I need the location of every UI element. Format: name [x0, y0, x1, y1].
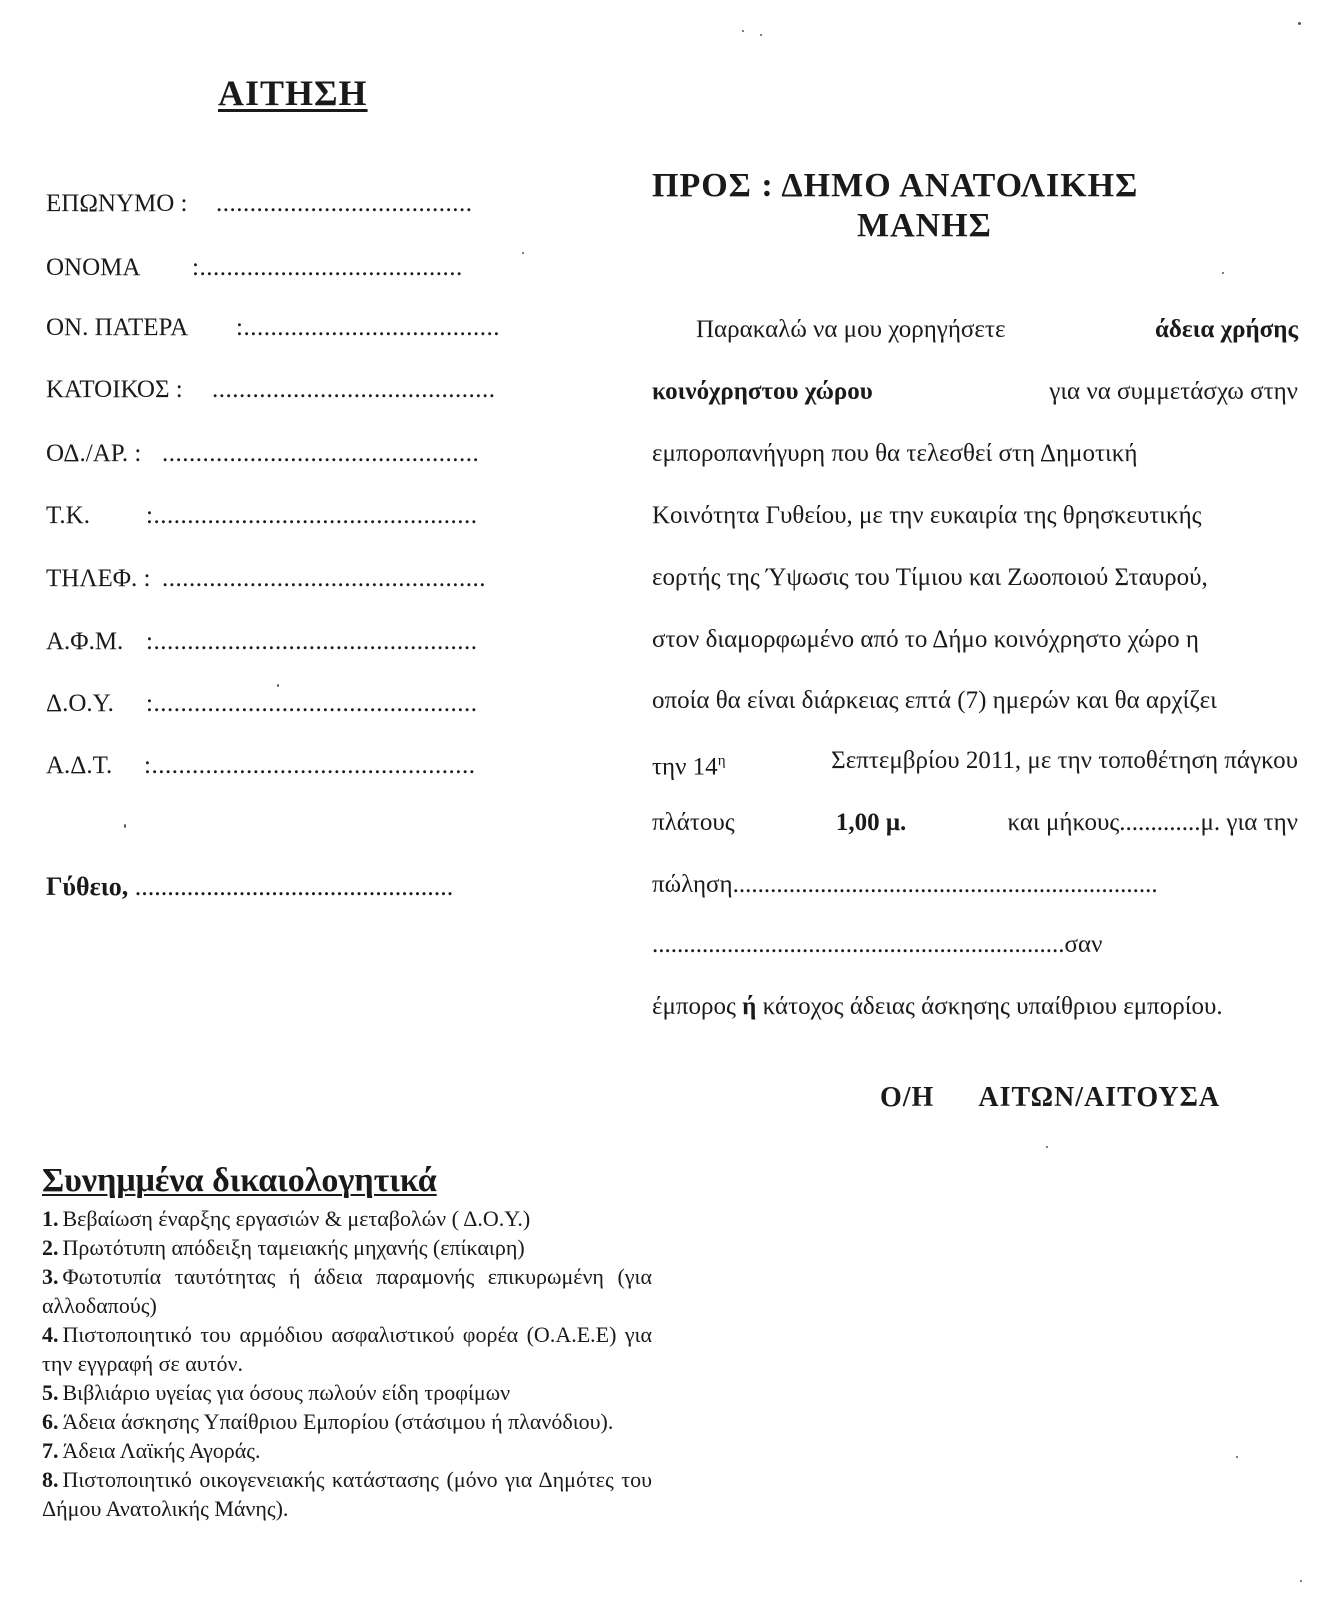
- body-text: Παρακαλώ να μου χορηγήσετε: [696, 316, 1006, 343]
- body-line: [652, 315, 1298, 345]
- field-label: Α.Δ.Τ.: [46, 752, 113, 779]
- body-line: Κοινότητα Γυθείου, με την ευκαιρία της θρησκευτικής: [652, 502, 1202, 529]
- body-text: έμπορος: [652, 993, 736, 1020]
- field-dots: :................................................: [146, 502, 478, 529]
- attachments-list: [42, 1204, 652, 1523]
- body-bold-text: άδεια χρήσης: [1154, 316, 1298, 343]
- list-item: 1. Βεβαίωση έναρξης εργασιών & μεταβολών ( Δ.Ο.Υ.): [42, 1206, 531, 1231]
- scan-speck: [1300, 1580, 1302, 1582]
- scan-speck: [1046, 1146, 1048, 1148]
- field-label: ΟΝΟΜΑ: [46, 254, 141, 281]
- document-title: ΑΙΤΗΣΗ: [218, 73, 368, 113]
- field-tax-office[interactable]: [46, 690, 478, 718]
- field-label: ΟΔ./ΑΡ. :: [46, 440, 142, 467]
- scan-speck: [1222, 272, 1224, 274]
- field-dots: :......................................: [236, 314, 500, 341]
- body-line: στον διαμορφωμένο από το Δήμο κοινόχρηστο χώρο η: [652, 626, 1199, 653]
- sign-place-dots: .................................................: [134, 872, 454, 901]
- field-dots: :.......................................: [192, 254, 463, 281]
- body-line: [652, 746, 1298, 782]
- field-phone[interactable]: [46, 565, 486, 593]
- scan-speck: [1298, 22, 1301, 25]
- field-father-name[interactable]: [46, 314, 500, 342]
- scan-speck: [522, 252, 524, 254]
- recipient-heading: [652, 166, 1192, 246]
- field-dots: :................................................: [146, 690, 478, 717]
- body-text: πλάτους: [652, 809, 735, 836]
- field-postal-code[interactable]: [46, 502, 478, 530]
- body-line: [652, 377, 1298, 407]
- field-tax-id[interactable]: [46, 628, 478, 656]
- attachments-heading: Συνημμένα δικαιολογητικά: [42, 1162, 437, 1199]
- field-dots: ......................................: [216, 190, 473, 217]
- body-text: Σεπτεμβρίου 2011, με την τοποθέτηση πάγκου: [831, 747, 1298, 774]
- body-text: την $14^\eta$: [652, 753, 726, 781]
- scan-speck: [124, 824, 126, 828]
- body-text: για να συμμετάσχω στην: [1049, 378, 1298, 405]
- field-label: Τ.Κ.: [46, 502, 90, 529]
- field-street-number[interactable]: [46, 440, 480, 468]
- field-dots: :................................................: [144, 752, 476, 779]
- field-label: ΚΑΤΟΙΚΟΣ :: [46, 376, 183, 403]
- scan-speck: [742, 30, 744, 32]
- scan-speck: [760, 34, 762, 36]
- field-label: ΟΝ. ΠΑΤΕΡΑ: [46, 314, 189, 341]
- recipient-line1: ΠΡΟΣ : ΔΗΜΟ ΑΝΑΤΟΛΙΚΗΣ: [652, 167, 1139, 204]
- body-line: οποία θα είναι διάρκειας επτά (7) ημερών και θα αρχίζει: [652, 687, 1217, 714]
- scan-speck: [277, 684, 279, 687]
- field-label: ΕΠΩΝΥΜΟ :: [46, 190, 188, 217]
- body-text: και μήκους.............μ. για την: [1007, 809, 1298, 836]
- body-line: [652, 808, 1298, 838]
- field-surname[interactable]: [46, 190, 473, 218]
- field-dots: ................................................: [162, 565, 486, 592]
- field-id-card[interactable]: [46, 752, 476, 780]
- body-bold-text: κοινόχρηστου χώρου: [652, 378, 873, 405]
- list-item: 2. Πρωτότυπη απόδειξη ταμειακής μηχανής (επίκαιρη): [42, 1235, 525, 1260]
- field-dots: :................................................: [146, 628, 478, 655]
- field-dots: ..........................................: [212, 376, 496, 403]
- body-line: εμποροπανήγυρη που θα τελεσθεί στη Δημοτική: [652, 440, 1138, 467]
- list-item: 4. Πιστοποιητικό του αρμόδιου ασφαλιστικού φορέα (Ο.Α.Ε.Ε) για την εγγραφή σε αυτόν.: [42, 1322, 652, 1376]
- body-line: εορτής της Ύψωσις του Τίμιου και Ζωοποιού Σταυρού,: [652, 564, 1208, 591]
- body-bold-text: 1,00 μ.: [835, 809, 907, 836]
- recipient-line2: ΜΑΝΗΣ: [857, 207, 992, 244]
- applicant-signature-label: Ο/Η ΑΙΤΩΝ/ΑΙΤΟΥΣΑ: [880, 1082, 1221, 1113]
- field-residence[interactable]: [46, 376, 496, 404]
- body-line: ..................................................................σαν: [652, 931, 1103, 958]
- sign-place-date[interactable]: [46, 872, 453, 902]
- body-bold-text: ή: [742, 993, 757, 1020]
- list-item: 3. Φωτοτυπία ταυτότητας ή άδεια παραμονής επικυρωμένη (για αλλοδαπούς): [42, 1264, 652, 1318]
- field-name[interactable]: [46, 254, 463, 282]
- list-item: 6. Άδεια άσκησης Υπαίθριου Εμπορίου (στάσιμου ή πλανόδιου).: [42, 1409, 614, 1434]
- scan-speck: [1236, 1456, 1238, 1458]
- field-label: Δ.Ο.Υ.: [46, 690, 114, 717]
- field-dots: ...............................................: [162, 440, 480, 467]
- sign-place-label: Γύθειο,: [46, 872, 129, 901]
- field-label: ΤΗΛΕΦ. :: [46, 565, 151, 592]
- list-item: 8. Πιστοποιητικό οικογενειακής κατάστασης (μόνο για Δημότες του Δήμου Ανατολικής Μάνης).: [42, 1467, 652, 1521]
- body-line: πώληση....................................................................: [652, 871, 1158, 898]
- list-item: 7. Άδεια Λαϊκής Αγοράς.: [42, 1438, 261, 1463]
- field-label: Α.Φ.Μ.: [46, 628, 124, 655]
- body-text: κάτοχος άδειας άσκησης υπαίθριου εμπορίου.: [762, 993, 1223, 1020]
- list-item: 5. Βιβλιάριο υγείας για όσους πωλούν είδη τροφίμων: [42, 1380, 511, 1405]
- body-line: [652, 992, 1298, 1022]
